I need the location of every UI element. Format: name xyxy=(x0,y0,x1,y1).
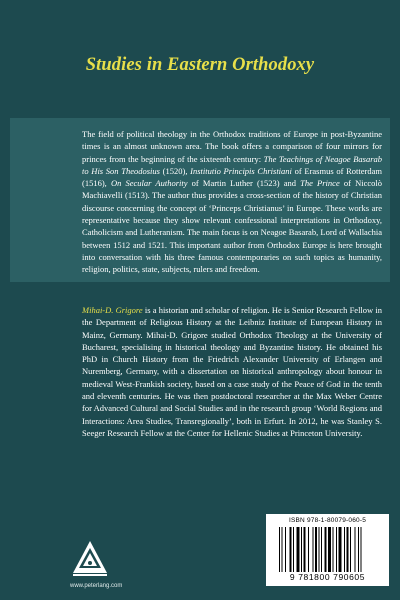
blurb-paragraph xyxy=(82,128,382,276)
peter-lang-logo-icon xyxy=(70,540,110,578)
blurb-text: of Niccolò Machiavelli (1513). The author thus provides a cross-section of the history of Christian discourse concerning the concept of ‘Princeps Christianus’ in Europe. These works are representative because they show relevant confessional interpretations in Orthodoxy, Catholicism and Lutheranism. The main focus is on Neagoe Basarab, Lord of Wallachia between 1512 and 1521. This important author from Orthodox Europe is here brought into conversation with his three famous contemporaries on such topics as humanity, religion, politics, state, subjects, rulers and freedom. xyxy=(82,178,382,275)
blurb-text: of Martin Luther (1523) and xyxy=(187,178,301,189)
barcode-icon xyxy=(279,527,383,572)
blurb-text: The field of political theology in the Orthodox traditions of Europe in post-Byzantine times is an almost unknown area. The book offers a comparison of four mirrors for princes from the beginning of the sixteenth century: xyxy=(82,129,382,164)
blurb-text: of Erasmus of Rotterdam (1516), xyxy=(82,165,382,189)
author-bio-text: is a historian and scholar of religion. He is Senior Research Fellow in the Department of Religious History at the Leibniz Institute of European History in Mainz, Germany. Mihai-D. Grigore studied Orthodox Theology at the University of Bucharest, specialising in historical theology and Byzantine history. He obtained his PhD in Church History from the Friedrich Alexander University of Erlangen and Nuremberg, Germany, with a dissertation on historical anthropology about honour in medieval West-Frankish society, based on a case study of the Peace of God in the tenth and eleventh centuries. He was then postdoctoral researcher at the Max Weber Centre for Advanced Cultural and Social Studies and in the research group ‘World Regions and Interactions: Area Studies, Transregionally’, both in Erfurt. In 2012, he was Stanley S. Seeger Research Fellow at the Center for Hellenic Studies at Princeton University. xyxy=(82,305,382,438)
isbn-text: ISBN 978-1-80079-060-5 xyxy=(288,517,367,524)
book-title-4: The Prince xyxy=(300,178,340,189)
isbn-barcode xyxy=(266,514,389,586)
book-title-3: On Secular Authority xyxy=(110,178,188,189)
publisher-website: www.peterlang.com xyxy=(70,583,123,589)
author-name: Mihai-D. Grigore xyxy=(82,305,143,315)
book-title-1: The Teachings of Neagoe Basarab to His Son Theodosius xyxy=(82,153,383,176)
blurb-text: (1520), xyxy=(159,165,191,176)
barcode-digits: 9 781800 790605 xyxy=(289,572,366,582)
author-bio xyxy=(82,304,382,439)
series-title: Studies in Eastern Orthodoxy xyxy=(85,55,315,75)
book-title-2: Institutio Principis Christiani xyxy=(190,165,292,176)
